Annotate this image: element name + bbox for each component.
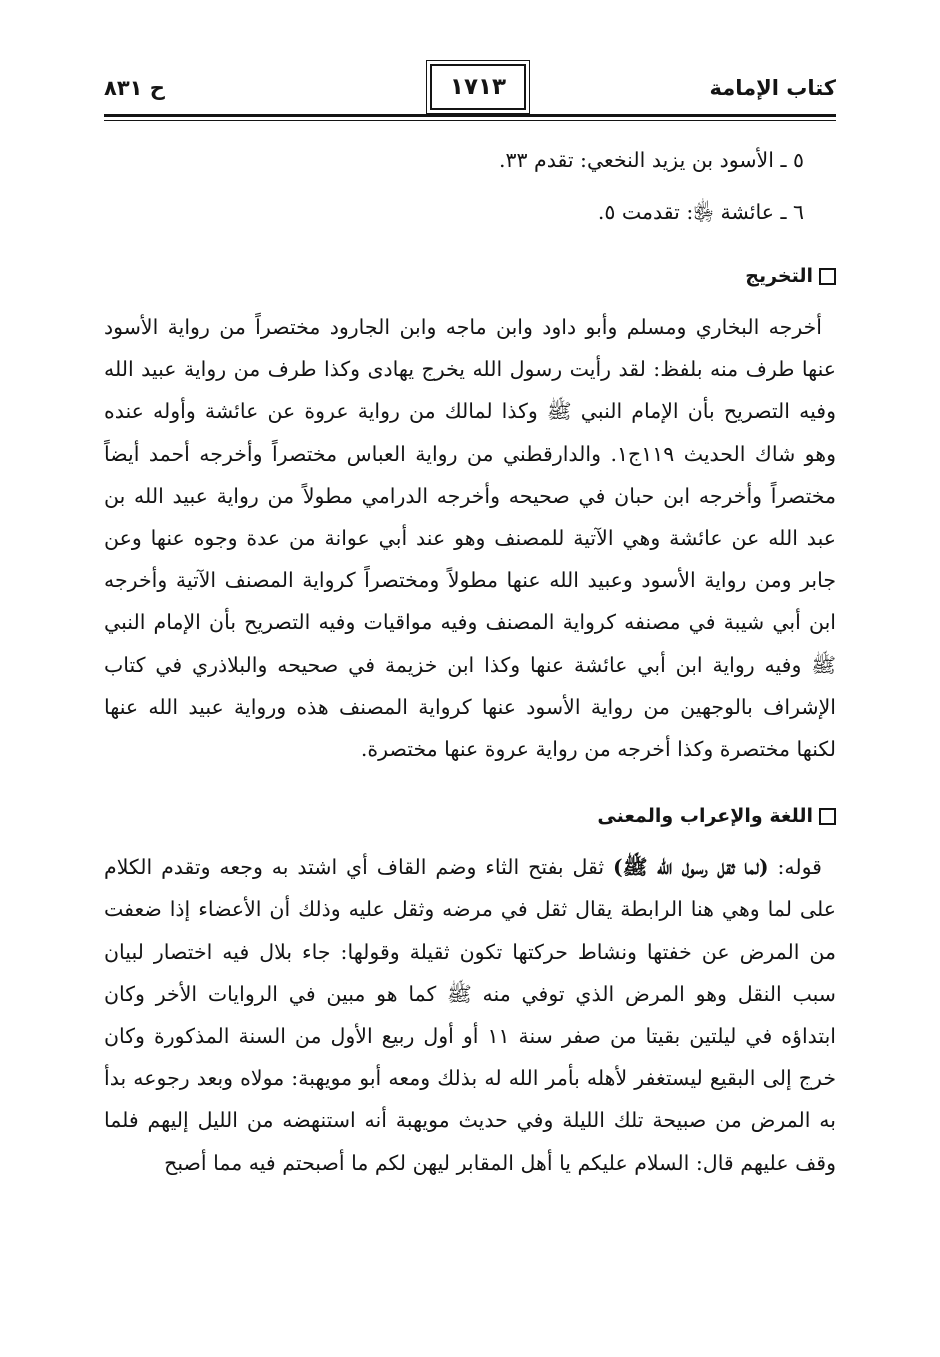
language-text: ثقل بفتح الثاء وضم القاف أي اشتد به وجعه وتقدم الكلام على لما وهي هنا الرابطة يقال ثقل في مرضه وثقل عليه وذلك أن الأعضاء إذا ضعفت من المرض عن خفتها ونشاط حركتها تكون ثقيلة وقولها: جاء بلال فيه اختصار لبيان سبب النقل وهو المرض الذي توفي منه ﷺ كما هو مبين في الروايات الأخر وكان ابتداؤه في ليلتين بقيتا من صفر سنة ١١ أو أول ربيع الأول من السنة المذكورة وكان خرج إلى البقيع ليستغفر لأهله بأمر الله له بذلك ومعه أبو مويهبة: مولاه وبعد رجوعه بدأ به المرض من صبيحة تلك الليلة وفي حديث مويهبة أنه استنهضه من الليل إليهم فلما وقف عليهم قال: السلام عليكم يا أهل المقابر ليهن لكم ما أصبحتم فيه مما أصبح [104,855,836,1175]
section-heading-language [104,796,836,836]
narrator-entry: ٦ ـ عائشة ﵂: تقدمت ٥. [597,200,804,224]
header-rule-thin [104,120,836,121]
section-heading-label: اللغة والإعراب والمعنى [597,805,813,828]
square-bullet-icon [819,808,836,825]
language-lead: قوله: [768,855,822,880]
section-heading-takhrij [104,256,836,296]
running-header [104,72,836,118]
section-heading-label: التخريج [745,265,813,287]
takhrij-text: أخرجه البخاري ومسلم وأبو داود وابن ماجه وابن الجارود مختصراً من رواية الأسود عنها طرف منه بلفظ: لقد رأيت رسول الله يخرج يهادى وكذا طرف من رواية عبيد الله وفيه التصريح بأن الإمام النبي ﷺ وكذا لمالك من رواية عروة عن عائشة وأوله عنده وهو شاك الحديث ١١٩ج١. والدارقطني من رواية العباس مختصراً وأخرجه أحمد أيضاً مختصراً وأخرجه ابن حبان في صحيحه وأخرجه الدرامي مطولاً من رواية عبيد الله بن عبد الله عن عائشة وهي الآتية للمصنف وهو عند أبي عوانة من عدة وجوه عنها وعن جابر ومن رواية الأسود وعبيد الله عنها مطولاً ومختصراً كرواية المصنف الآتية وأخرجه ابن أبي شيبة في مصنفه كرواية المصنف وفيه مواقيات وفيه التصريح بأن الإمام النبي ﷺ وفيه رواية ابن أبي عائشة عنها وكذا ابن خزيمة في صحيحه والبلاذري في كتاب الإشراف بالوجهين من رواية الأسود عنها كرواية المصنف هذه ورواية عبيد الله عنها لكنها مختصرة وكذا أخرجه من رواية عروة عنها مختصرة. [104,315,836,762]
language-paragraph [104,846,836,1184]
header-rule-thick [104,114,836,117]
narrator-entry: ٥ ـ الأسود بن يزيد النخعي: تقدم ٣٣. [498,148,804,172]
square-bullet-icon [819,268,836,285]
hadith-reference: ح ٨٣١ [104,76,165,100]
takhrij-paragraph [104,306,836,770]
book-title: كتاب الإمامة [709,76,836,100]
page-number: ١٧١٣ [430,64,526,110]
page-content [104,134,836,1184]
quoted-phrase: (لما ثقل رسول الله ﷺ) [613,855,769,880]
